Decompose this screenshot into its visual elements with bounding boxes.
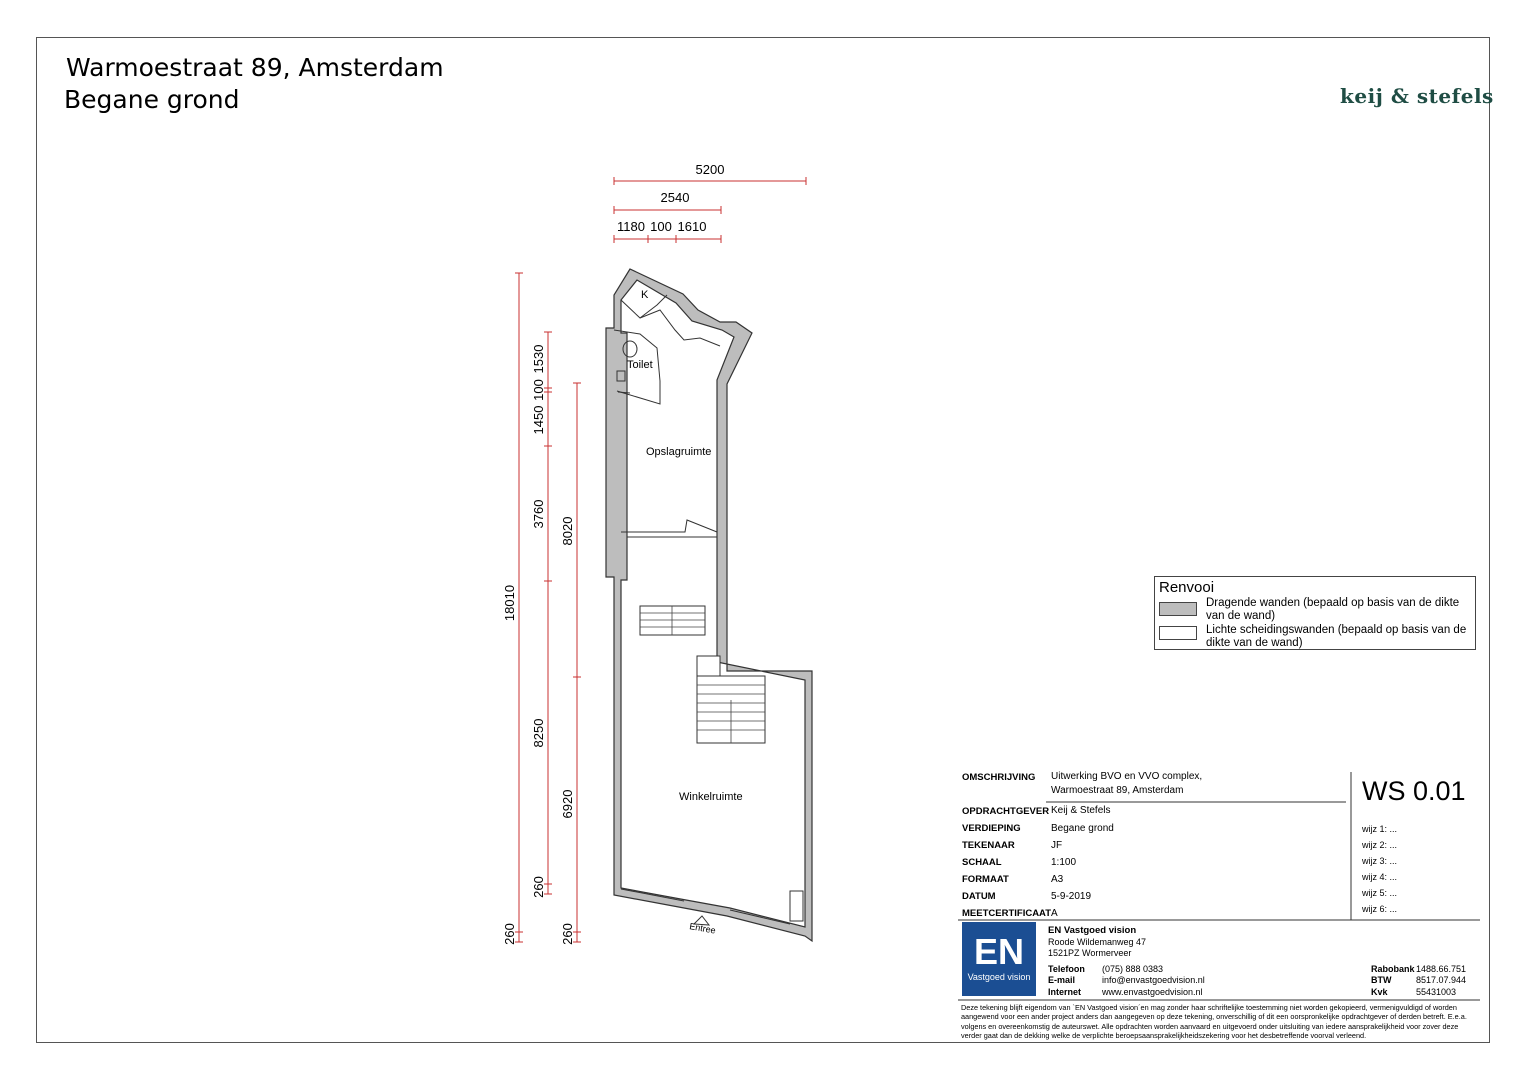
web-value: www.envastgoedvision.nl	[1102, 987, 1203, 997]
company-name: EN Vastgoed vision	[1048, 925, 1137, 936]
revision-2: wijz 2: ...	[1362, 840, 1398, 850]
legend-label-light: Lichte scheidingswanden (bepaald op basis van de dikte van de wand)	[1206, 624, 1467, 649]
omschrijving-line1: Uitwerking BVO en VVO complex,	[1051, 771, 1203, 782]
btw-label: BTW	[1371, 975, 1392, 985]
company-street: Roode Wildemanweg 47	[1048, 937, 1147, 947]
legend-swatch-bearing	[1159, 602, 1197, 616]
dim-col2-8250: 8250	[531, 718, 546, 748]
schaal-label: SCHAAL	[962, 857, 1002, 868]
room-label-entree: Entree	[688, 921, 717, 936]
dim-top-total: 5200	[695, 162, 725, 177]
opdrachtgever-value: Keij & Stefels	[1051, 805, 1111, 816]
kvk-value: 55431003	[1416, 987, 1457, 997]
floor-title: Begane grond	[64, 85, 240, 114]
legend-box	[1154, 576, 1476, 650]
meetcertificaat-value: A	[1051, 908, 1058, 919]
dim-col3-8020: 8020	[560, 516, 575, 546]
copyright-disclaimer: Deze tekening blijft eigendom van `EN Vastgoed vision´en mag zonder haar schriftelijke toestemming niet worden gekopieerd, vermenigvuldigd of worden aangewend voor een ander project anders dan aangegeven op deze tekening, onverschillig of dit een oorspronkelijke opdrachtgever of derden betreft. E.e.a. volgens en overeenkomstig de auteurswet. Alle opdrachten worden aanvaard en uitgevoerd onder uitsluiting van iedere aansprakelijkheid voor zover deze verder gaat dan de dekking welke de verplichte beroepsaansprakelijkheidszekering voor het desbetreffende voorval verleend.	[961, 1003, 1467, 1041]
email-label: E-mail	[1048, 975, 1076, 985]
web-label: Internet	[1048, 987, 1082, 997]
room-label-opslag: Opslagruimte	[646, 446, 712, 458]
revision-5: wijz 5: ...	[1362, 888, 1398, 898]
revision-4: wijz 4: ...	[1362, 872, 1398, 882]
opdrachtgever-label: OPDRACHTGEVER	[962, 806, 1050, 817]
en-logo-subtitle: Vastgoed vision	[967, 972, 1031, 982]
revision-3: wijz 3: ...	[1362, 856, 1398, 866]
omschrijving-line2: Warmoestraat 89, Amsterdam	[1051, 785, 1184, 796]
dim-col2-260: 260	[531, 876, 546, 898]
omschrijving-label: OMSCHRIJVING	[962, 772, 1036, 783]
tel-label: Telefoon	[1048, 964, 1085, 974]
kvk-label: Kvk	[1371, 987, 1388, 997]
tel-value: (075) 888 0383	[1102, 964, 1164, 974]
meetcertificaat-label: MEETCERTIFICAAT	[962, 908, 1052, 919]
en-vastgoed-logo	[962, 922, 1036, 996]
dim-top-small-1: 1180	[617, 219, 645, 234]
schaal-value: 1:100	[1051, 857, 1077, 868]
bank-label: Rabobank	[1371, 964, 1415, 974]
verdieping-label: VERDIEPING	[962, 823, 1021, 834]
dim-col3-6920: 6920	[560, 789, 575, 819]
legend-title: Renvooi	[1159, 579, 1215, 596]
en-logo-letters: EN	[973, 931, 1024, 972]
btw-value: 8517.07.944	[1416, 975, 1467, 985]
drawing-number: WS 0.01	[1362, 776, 1466, 806]
legend-label-bearing: Dragende wanden (bepaald op basis van de dikte van de wand)	[1206, 597, 1460, 622]
address-title: Warmoestraat 89, Amsterdam	[66, 53, 444, 82]
email-value: info@envastgoedvision.nl	[1102, 975, 1205, 985]
keij-stefels-logo: keij & stefels	[1340, 84, 1494, 108]
dim-left-total: 18010	[502, 584, 517, 622]
dim-top-mid: 2540	[660, 190, 690, 205]
tekenaar-value: JF	[1051, 840, 1063, 851]
room-label-winkel: Winkelruimte	[679, 791, 743, 803]
dim-col2-3760: 3760	[531, 499, 546, 529]
dim-col2-100: 100	[531, 379, 546, 401]
left-dimensions	[515, 273, 581, 942]
dim-left-bottom: 260	[502, 923, 517, 945]
formaat-label: FORMAAT	[962, 874, 1009, 885]
dim-col3-260: 260	[560, 923, 575, 945]
revision-6: wijz 6: ...	[1362, 904, 1398, 914]
verdieping-value: Begane grond	[1051, 823, 1114, 834]
legend-swatch-light	[1159, 626, 1197, 640]
datum-value: 5-9-2019	[1051, 891, 1092, 902]
company-city: 1521PZ Wormerveer	[1048, 948, 1132, 958]
room-label-toilet: Toilet	[627, 359, 653, 371]
bank-value: 1488.66.751	[1416, 964, 1467, 974]
dim-col2-1530: 1530	[531, 344, 546, 374]
room-label-keuken: K	[641, 289, 649, 301]
dim-col2-1450: 1450	[531, 405, 546, 435]
revision-1: wijz 1: ...	[1362, 824, 1398, 834]
tekenaar-label: TEKENAAR	[962, 840, 1015, 851]
dim-top-small-3: 1610	[677, 219, 707, 234]
dim-top-small-2: 100	[650, 219, 672, 234]
datum-label: DATUM	[962, 891, 996, 902]
formaat-value: A3	[1051, 874, 1064, 885]
